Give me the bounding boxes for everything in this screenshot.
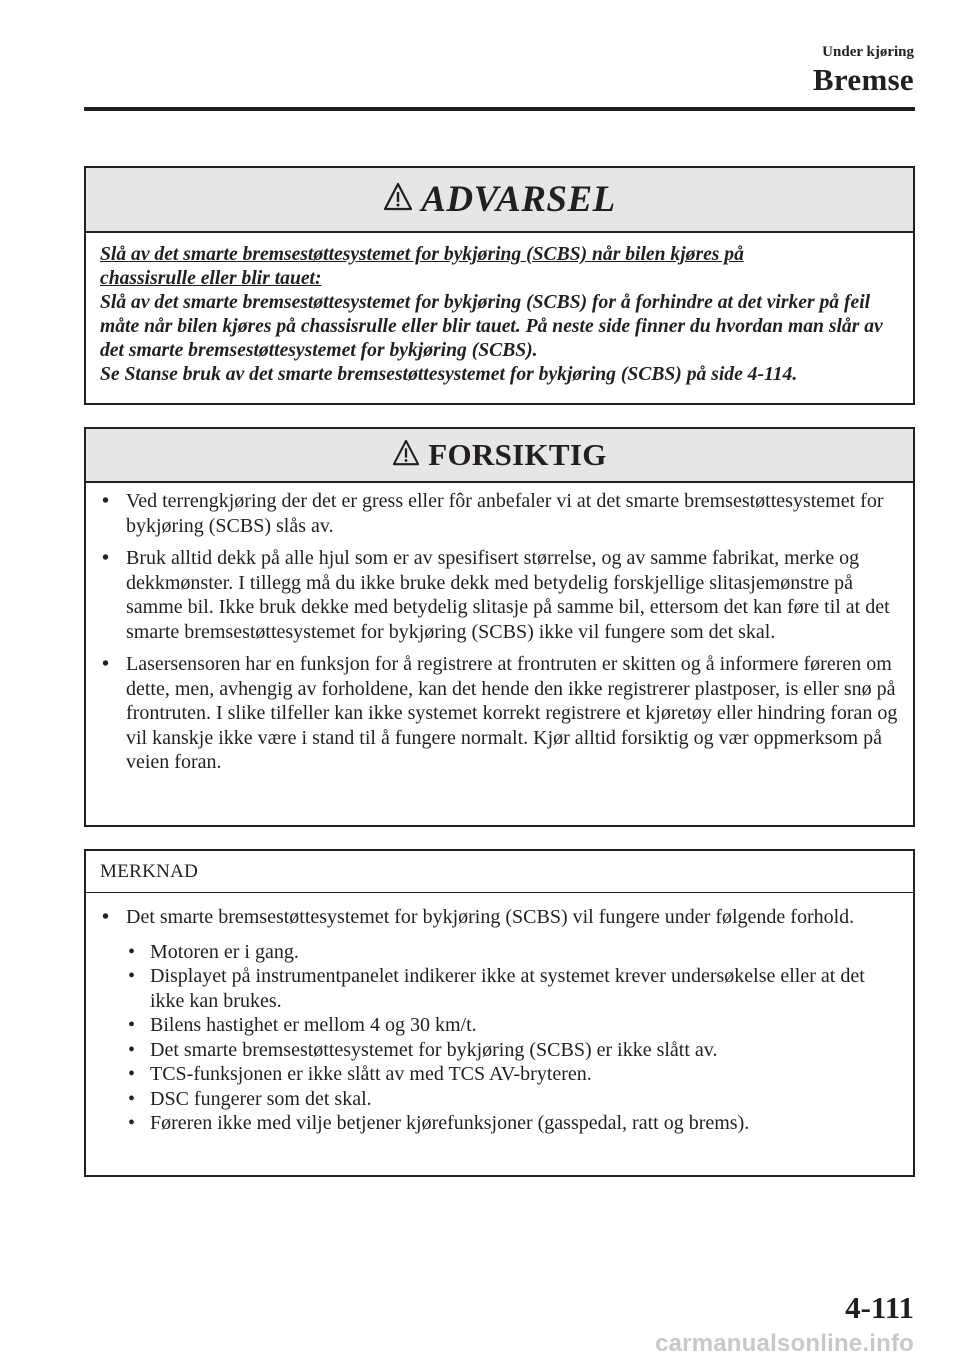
condition-text: Føreren ikke med vilje betjener kjørefunksjoner (gasspedal, ratt og brems). [150,1112,750,1134]
warning-body [86,233,913,387]
caution-item [100,652,899,775]
sub-bullet-icon: • [128,1063,136,1085]
condition-text: Displayet på instrumentpanelet indikerer ikke at systemet krever undersøkelse eller at det ikke kan brukes. [150,965,865,1012]
condition-item [100,1111,899,1136]
warning-text: Slå av det smarte bremsestøttesystemet for bykjøring (SCBS) for å forhindre at det virker på feil måte når bilen kjøres på chassisrulle eller blir tauet. På neste side finner du hvordan man slår av det smarte bremsestøttesystemet for bykjøring (SCBS). [100,292,883,361]
condition-item [100,1062,899,1087]
warning-header [86,168,913,233]
bullet-icon: • [102,906,110,928]
caution-box [84,427,915,827]
header-divider [84,107,915,111]
note-header [86,851,913,893]
caution-title: FORSIKTIG [428,437,607,472]
warning-reference: Se Stanse bruk av det smarte bremsestøttesystemet for bykjøring (SCBS) på side 4-114. [100,364,798,385]
condition-text: DSC fungerer som det skal. [150,1087,372,1110]
note-body [86,893,913,1136]
sub-bullet-icon: • [128,1014,136,1036]
sub-bullet-icon: • [128,1112,136,1134]
bullet-icon: • [102,653,110,675]
sub-bullet-icon: • [128,1087,136,1110]
warning-heading [100,243,899,291]
page-number: 4-111 [845,1290,914,1325]
warning-heading-line2: chassisrulle eller blir tauet: [100,268,322,289]
caution-item-text: Lasersensoren har en funksjon for å registrere at frontruten er skitten og å informere føreren om dette, men, avhengig av forholdene, kan det hende den ikke registrerer plastposer, is eller snø på frontruten. I slike tilfeller kan ikke systemet korrekt registrere et kjøretøy eller hindring foran og vil kanskje ikke være i stand til å fungere normalt. Kjør alltid forsiktig og vær oppmerksom på veien foran. [126,653,898,773]
warning-heading-line1: Slå av det smarte bremsestøttesystemet for bykjøring (SCBS) når bilen kjøres på [100,244,744,265]
caution-triangle-icon [392,439,420,472]
condition-item [100,1038,899,1063]
note-item [100,905,899,930]
caution-body [86,483,913,775]
caution-item [100,546,899,644]
warning-box [84,166,915,405]
watermark: carmanualsonline.info [655,1330,914,1357]
condition-item [100,1087,899,1112]
sub-bullet-icon: • [128,1038,136,1061]
note-box [84,849,915,1177]
sub-bullet-icon: • [128,965,136,987]
note-title: MERKNAD [100,860,199,882]
condition-text: TCS-funksjonen er ikke slått av med TCS AV-bryteren. [150,1063,592,1085]
condition-item [100,940,899,965]
page-title: Bremse [812,62,914,97]
caution-item-text: Bruk alltid dekk på alle hjul som er av spesifisert størrelse, og av samme fabrikat, merke og dekkmønster. I tillegg må du ikke bruke dekk med betydelig forskjellige slitasjemønstre på samme bil. Ikke bruk dekke med betydelig slitasje på samme bil, ettersom det kan føre til at det smarte bremsestøttesystemet for bykjøring (SCBS) ikke vil fungere som det skal. [126,547,890,643]
condition-item [100,1013,899,1038]
condition-list [100,940,899,1136]
warning-triangle-icon [383,182,413,217]
sub-bullet-icon: • [128,940,136,963]
bullet-icon: • [102,490,110,512]
condition-text: Motoren er i gang. [150,940,299,963]
condition-text: Bilens hastighet er mellom 4 og 30 km/t. [150,1014,477,1036]
caution-item [100,489,899,538]
caution-item-text: Ved terrengkjøring der det er gress eller fôr anbefaler vi at det smarte bremsestøttesystemet for bykjøring (SCBS) slås av. [126,490,884,537]
warning-title: ADVARSEL [421,179,616,220]
header-section-label: Under kjøring [822,44,914,60]
condition-item [100,964,899,1013]
caution-header [86,429,913,483]
note-intro: Det smarte bremsestøttesystemet for bykjøring (SCBS) vil fungere under følgende forhold. [126,906,855,928]
bullet-icon: • [102,547,110,569]
condition-text: Det smarte bremsestøttesystemet for bykjøring (SCBS) er ikke slått av. [150,1038,718,1061]
